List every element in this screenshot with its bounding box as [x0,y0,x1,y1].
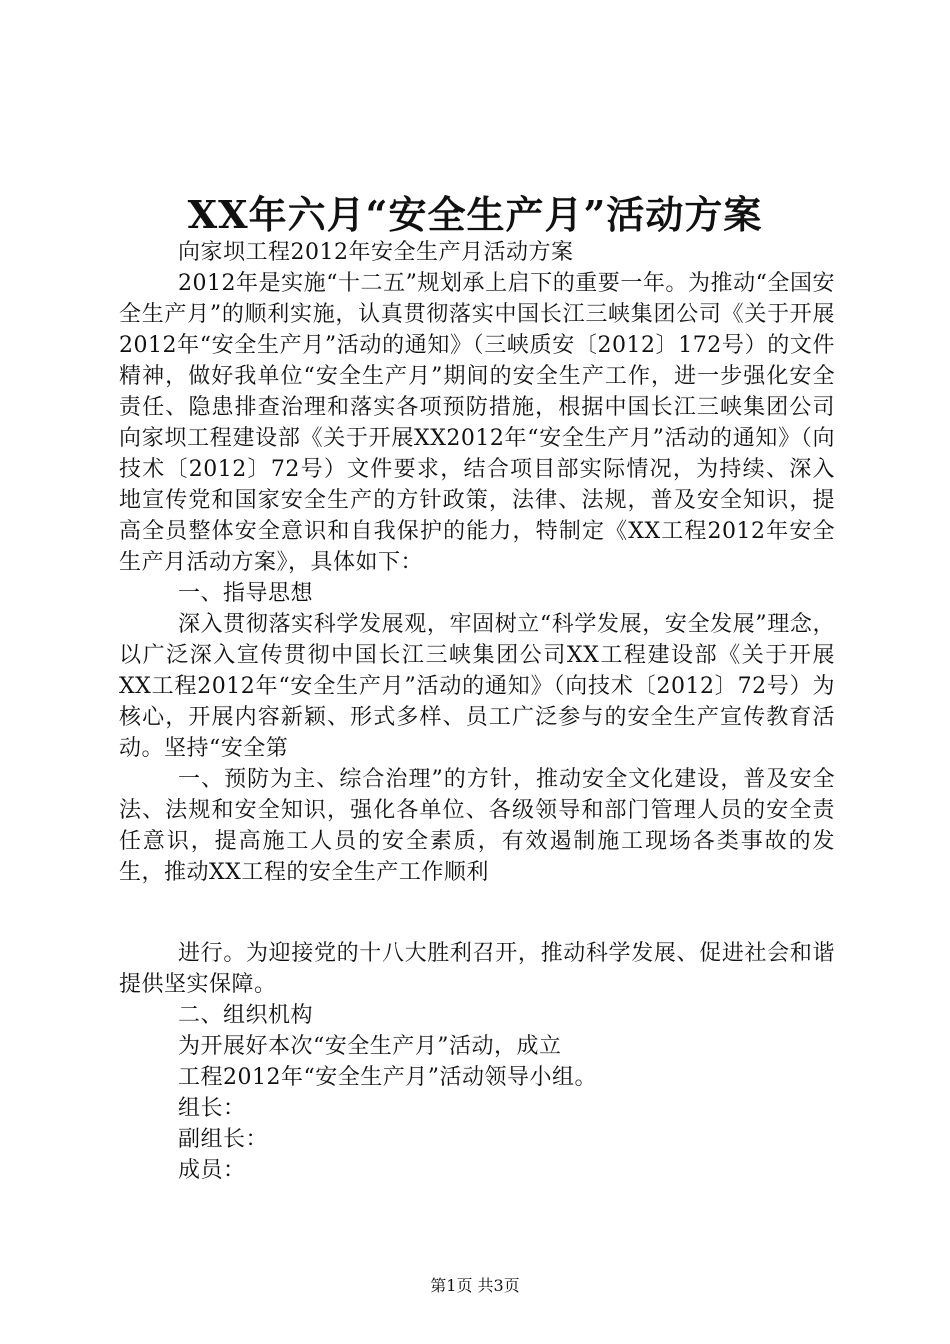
heading-guiding-ideology: 一、指导思想 [178,581,314,606]
paragraph-continuation: 进行。为迎接党的十八大胜利召开，推动科学发展、促进社会和谐提供坚实保障。 [119,941,835,997]
paragraph-leading-group: 工程2012年“安全生产月”活动领导小组。 [178,1065,597,1090]
heading-organization: 二、组织机构 [178,1003,314,1028]
field-group-leader: 组长： [178,1096,246,1121]
field-members: 成员： [178,1158,246,1183]
paragraph-guiding-ideology-cont: 一、预防为主、综合治理”的方针，推动安全文化建设，普及安全法、法规和安全知识，强化各单位、各级领导和部门管理人员的安全责任意识，提高施工人员的安全素质，有效遏制施工现场各类事故的发生，推动XX工程的安全生产工作顺利 [119,767,835,885]
body-block-1 [119,237,835,888]
body-block-2 [119,938,835,1186]
paragraph-guiding-ideology: 深入贯彻落实科学发展观，牢固树立“科学发展，安全发展”理念，以广泛深入宣传贯彻中国长江三峡集团公司XX工程建设部《关于开展XX工程2012年“安全生产月”活动的通知》（向技术〔2012〕72号）为核心，开展内容新颖、形式多样、员工广泛参与的安全生产宣传教育活动。坚持“安全第 [119,612,835,761]
paragraph-subtitle: 向家坝工程2012年安全生产月活动方案 [178,240,574,265]
page-number: 第1页 共3页 [430,1276,520,1295]
document-title: XX年六月“安全生产月”活动方案 [187,192,763,237]
field-deputy-leader: 副组长： [178,1127,269,1152]
paragraph-organization: 为开展好本次“安全生产月”活动，成立 [178,1034,562,1059]
paragraph-intro: 2012年是实施“十二五”规划承上启下的重要一年。为推动“全国安全生产月”的顺利实施，认真贯彻落实中国长江三峡集团公司《关于开展2012年“安全生产月”活动的通知》（三峡质安〔2012〕172号）的文件精神，做好我单位“安全生产月”期间的安全生产工作，进一步强化安全责任、隐患排查治理和落实各项预防措施，根据中国长江三峡集团公司向家坝工程建设部《关于开展XX2012年“安全生产月”活动的通知》（向技术〔2012〕72号）文件要求，结合项目部实际情况，为持续、深入地宣传党和国家安全生产的方针政策，法律、法规，普及安全知识，提高全员整体安全意识和自我保护的能力，特制定《XX工程2012年安全生产月活动方案》，具体如下： [119,271,835,575]
